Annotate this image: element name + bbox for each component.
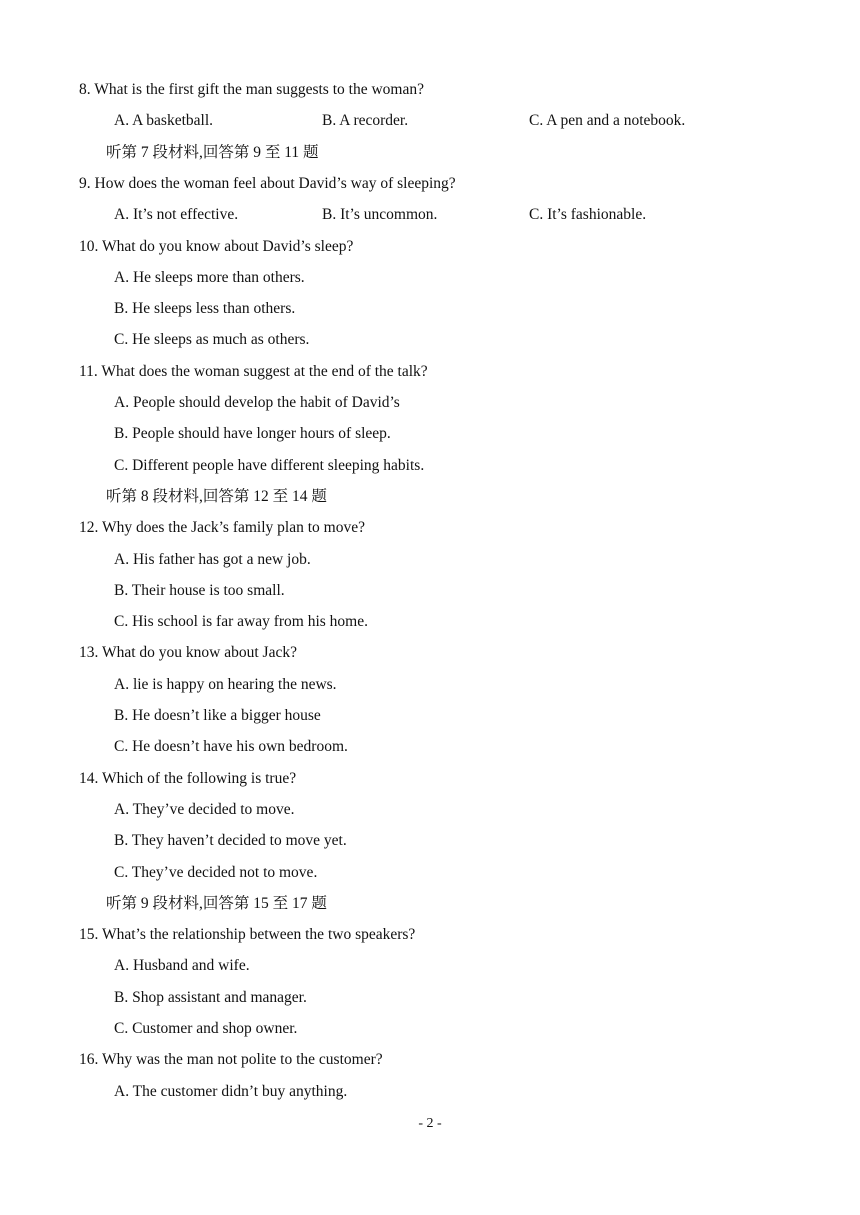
question-text: 15. What’s the relationship between the two speakers? <box>79 926 416 943</box>
section-heading: 听第 9 段材料,回答第 15 至 17 题 <box>106 895 327 912</box>
question-text: 9. How does the woman feel about David’s way of sleeping? <box>79 175 456 192</box>
answer-option: B. A recorder. <box>322 112 409 129</box>
section-heading: 听第 7 段材料,回答第 9 至 11 题 <box>106 144 319 161</box>
question-text: 11. What does the woman suggest at the end of the talk? <box>79 363 428 380</box>
page-number: - 2 - <box>418 1116 442 1131</box>
answer-option: C. It’s fashionable. <box>529 206 647 223</box>
question-text: 12. Why does the Jack’s family plan to move? <box>79 519 365 536</box>
answer-option: C. He sleeps as much as others. <box>114 331 310 348</box>
answer-option: B. Their house is too small. <box>114 582 285 599</box>
answer-option: B. People should have longer hours of sleep. <box>114 425 391 442</box>
question-text: 8. What is the first gift the man suggests to the woman? <box>79 81 424 98</box>
answer-option: A. It’s not effective. <box>114 206 239 223</box>
answer-option: A. The customer didn’t buy anything. <box>114 1083 348 1100</box>
question-text: 14. Which of the following is true? <box>79 770 297 787</box>
answer-option: B. He doesn’t like a bigger house <box>114 707 321 724</box>
answer-option: A. People should develop the habit of David’s <box>114 394 400 411</box>
answer-option: B. He sleeps less than others. <box>114 300 296 317</box>
answer-option: A. They’ve decided to move. <box>114 801 295 818</box>
answer-option: B. It’s uncommon. <box>322 206 438 223</box>
answer-option: C. His school is far away from his home. <box>114 613 368 630</box>
question-text: 13. What do you know about Jack? <box>79 644 297 661</box>
answer-option: A. A basketball. <box>114 112 214 129</box>
answer-option: B. Shop assistant and manager. <box>114 989 307 1006</box>
answer-option: A. He sleeps more than others. <box>114 269 305 286</box>
answer-option: A. His father has got a new job. <box>114 551 311 568</box>
answer-option: A. Husband and wife. <box>114 957 250 974</box>
answer-option: B. They haven’t decided to move yet. <box>114 832 347 849</box>
answer-option: A. lie is happy on hearing the news. <box>114 676 337 693</box>
answer-option: C. Customer and shop owner. <box>114 1020 298 1037</box>
answer-option: C. Different people have different sleeping habits. <box>114 457 425 474</box>
section-heading: 听第 8 段材料,回答第 12 至 14 题 <box>106 488 327 505</box>
answer-option: C. They’ve decided not to move. <box>114 864 318 881</box>
answer-option: C. A pen and a notebook. <box>529 112 686 129</box>
answer-option: C. He doesn’t have his own bedroom. <box>114 738 348 755</box>
question-text: 10. What do you know about David’s sleep? <box>79 238 354 255</box>
question-text: 16. Why was the man not polite to the customer? <box>79 1051 383 1068</box>
